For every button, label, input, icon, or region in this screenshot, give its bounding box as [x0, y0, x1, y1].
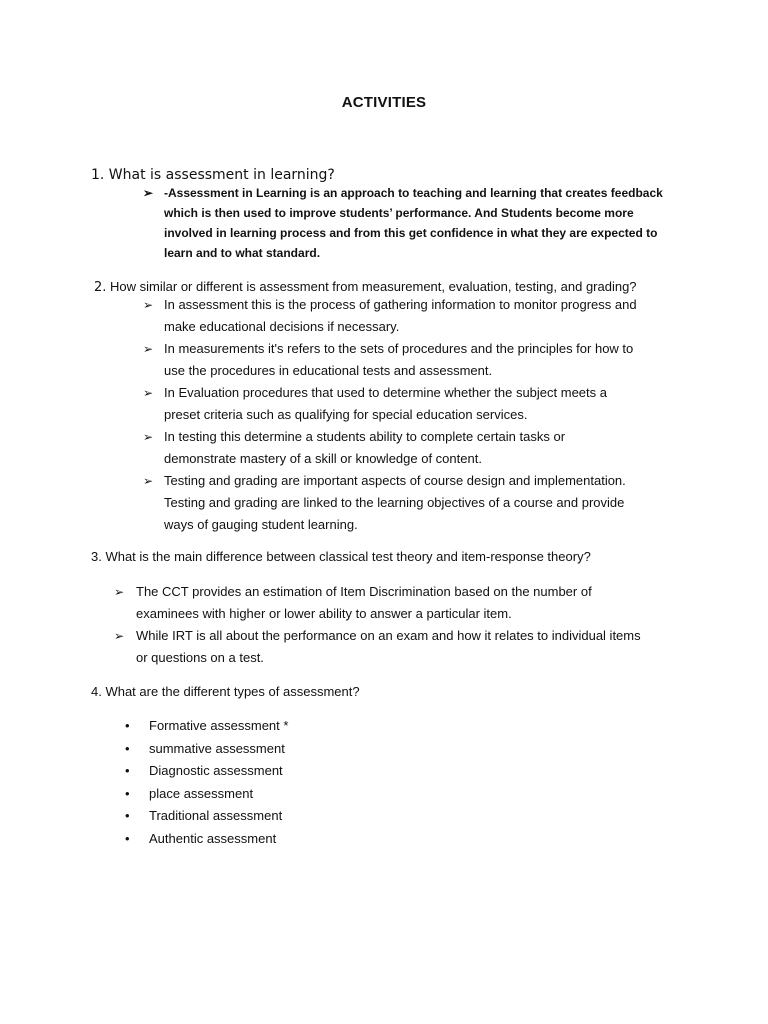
answer-1-line: -Assessment in Learning is an approach to teaching and learning that creates feedback — [164, 186, 663, 200]
list-item-line: Testing and grading are important aspects of course design and implementation. — [164, 473, 626, 488]
list-item-line: In measurements it's refers to the sets of procedures and the principles for how to — [164, 341, 634, 356]
answer-2-item — [143, 338, 703, 382]
answer-1-line: learn and to what standard. — [164, 246, 321, 260]
list-item-line: or questions on a test. — [136, 650, 264, 665]
list-item — [125, 828, 525, 851]
arrow-bullet-icon: ➢ — [114, 629, 125, 643]
list-item-line: preset criteria such as qualifying for special education services. — [164, 407, 528, 422]
answer-1-item — [143, 183, 703, 263]
list-item-line: examinees with higher or lower ability to answer a particular item. — [136, 606, 512, 621]
answer-1-line: which is then used to improve students’ performance. And Students become more — [164, 206, 634, 220]
bullet-icon: • — [125, 718, 130, 733]
list-item — [125, 783, 525, 806]
list-item-line: ways of gauging student learning. — [164, 517, 358, 532]
answer-2-list — [143, 294, 703, 536]
list-item-line: make educational decisions if necessary. — [164, 319, 400, 334]
answer-3-item — [114, 581, 694, 625]
list-item-label: Formative assessment * — [149, 718, 289, 733]
list-item-line: In assessment this is the process of gathering information to monitor progress and — [164, 297, 637, 312]
arrow-bullet-icon: ➢ — [143, 342, 154, 356]
answer-1 — [143, 183, 703, 263]
answer-2-item — [143, 382, 703, 426]
answer-1-line: involved in learning process and from this get confidence in what they are expected to — [164, 226, 658, 240]
list-item-label: Authentic assessment — [149, 830, 277, 846]
list-item-line: The CCT provides an estimation of Item Discrimination based on the number of — [136, 584, 592, 599]
question-4: 4. What are the different types of assessment? — [91, 684, 360, 699]
question-1: 1. What is assessment in learning? — [91, 167, 335, 183]
bullet-icon: • — [125, 785, 130, 801]
answer-2-item — [143, 294, 703, 338]
list-item-line: demonstrate mastery of a skill or knowledge of content. — [164, 451, 482, 466]
bullet-icon: • — [125, 763, 130, 778]
arrow-bullet-icon: ➢ — [114, 585, 125, 599]
list-item-line: In Evaluation procedures that used to determine whether the subject meets a — [164, 385, 607, 400]
arrow-bullet-icon: ➢ — [143, 386, 154, 400]
list-item — [125, 805, 525, 828]
list-item-label: Diagnostic assessment — [149, 763, 283, 778]
answer-4-list — [125, 715, 525, 850]
list-item-label: place assessment — [149, 785, 254, 801]
answer-2-item — [143, 426, 703, 470]
question-2-text: How similar or different is assessment from measurement, evaluation, testing, and grading? — [110, 279, 637, 294]
bullet-icon: • — [125, 808, 130, 823]
answer-3-item — [114, 625, 694, 669]
list-item-label: Traditional assessment — [149, 808, 283, 823]
answer-2-item — [143, 470, 703, 536]
bullet-icon: • — [125, 740, 130, 756]
list-item — [125, 738, 525, 761]
page-title: ACTIVITIES — [341, 94, 427, 111]
list-item-label: summative assessment — [149, 740, 285, 756]
list-item-line: Testing and grading are linked to the learning objectives of a course and provide — [164, 495, 625, 510]
question-3: 3. What is the main difference between classical test theory and item-response theory? — [91, 549, 591, 564]
bullet-icon: • — [125, 830, 130, 846]
list-item-line: While IRT is all about the performance on an exam and how it relates to individual items — [136, 628, 641, 643]
question-2-number: 2. — [94, 280, 107, 295]
list-item — [125, 715, 525, 738]
list-item-line: use the procedures in educational tests and assessment. — [164, 363, 493, 378]
answer-3-list — [114, 581, 694, 669]
arrow-bullet-icon: ➢ — [143, 298, 154, 312]
arrow-bullet-icon: ➢ — [143, 186, 154, 200]
list-item-line: In testing this determine a students ability to complete certain tasks or — [164, 429, 566, 444]
arrow-bullet-icon: ➢ — [143, 430, 154, 444]
arrow-bullet-icon: ➢ — [143, 474, 154, 488]
list-item — [125, 760, 525, 783]
